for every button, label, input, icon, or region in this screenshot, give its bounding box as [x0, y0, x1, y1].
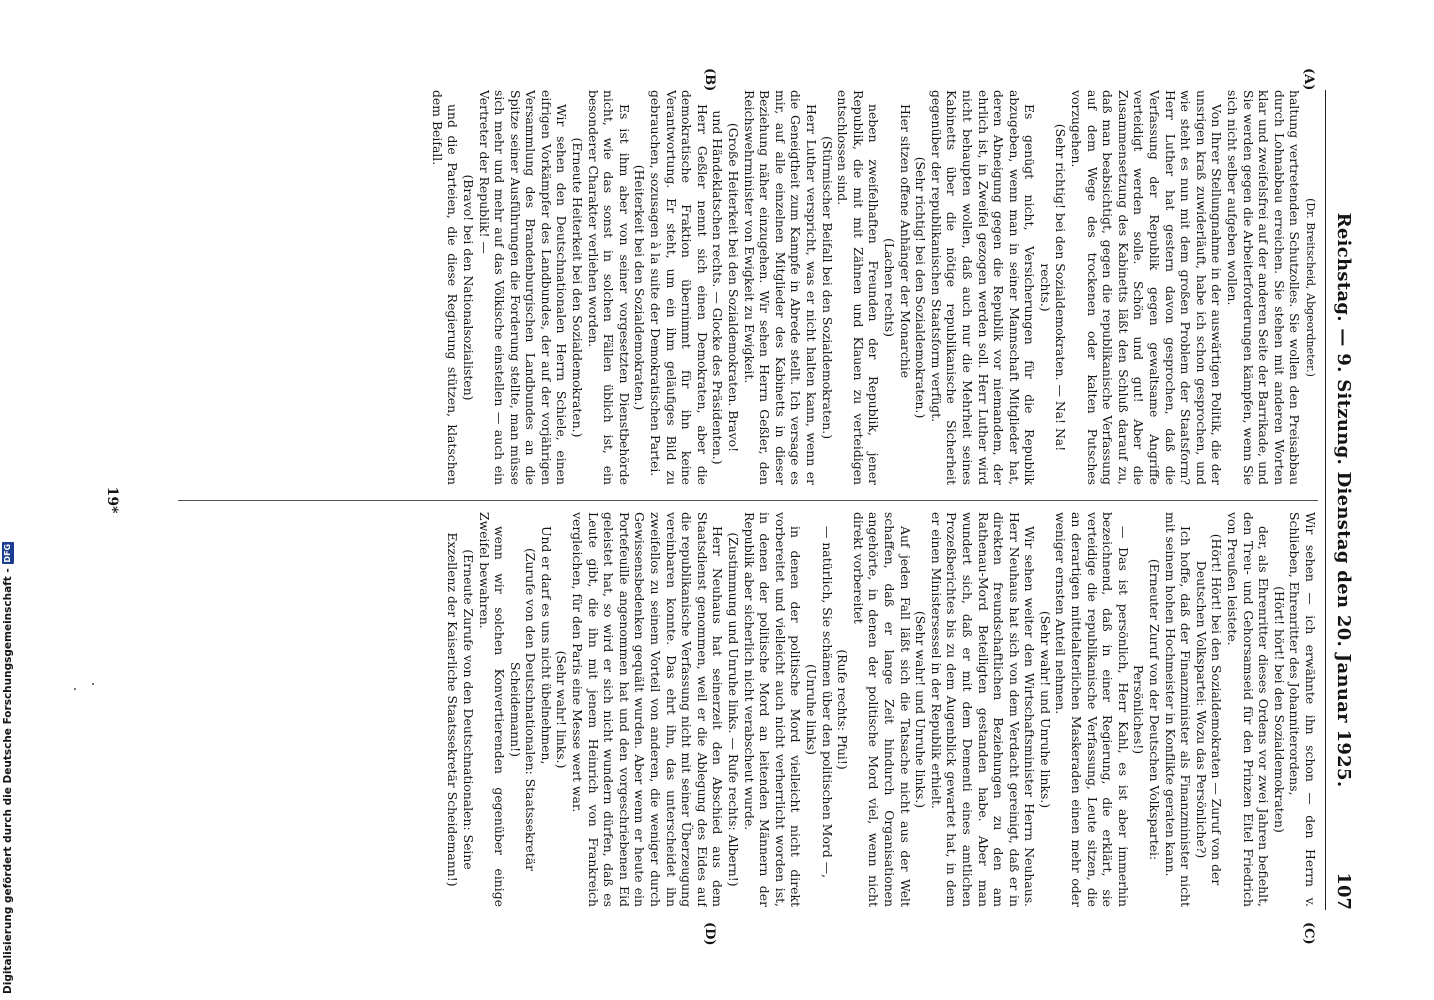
speech-paragraph: Hier sitzen offene Anhänger der Monarchie: [897, 104, 913, 379]
interjection: (Heiterkeit bei den Sozialdemokraten.): [632, 164, 648, 411]
speech-paragraph: Es genügt nicht, Versicherungen für die Republik abzugeben, wenn man in seiner Mannschaft Mitglieder hat, deren Abneigung gegen die Republik vor niemandem, der ehrlich ist, in Zweifel gezogen werden soll. Herr Luther wird nicht behaupten wollen, daß auch nur die Mehrheit seines Kabinetts über die nötige republikanische Sicherheit gegenüber der republikanischen Staatsform verfügt.: [928, 90, 1038, 485]
speech-paragraph: Es ist ihm aber von seiner vorgesetzten Dienstbehörde nicht, wie das sonst in solchen Fällen üblich ist, ein besonderer Charakter verliehen worden.: [585, 90, 632, 485]
margin-marker-a: (A): [1301, 68, 1316, 91]
speech-paragraph: und die Parteien, die diese Regierung stützen, klatschen dem Beifall.: [429, 90, 461, 485]
speech-paragraph: Herr Neuhaus hat seinerzeit den Abschied aus dem Staatsdienst genommen, weil er die Ablegung des Eides auf die republikanische Verfassung nicht mit seiner Überzeugung vereinbaren konnte. Das ehrt ihn, das unterscheidet ihn zweifellos zu seinem Vorteil von anderen, die weniger durch Gewissensbedenken gequält wurden. Aber wenn er heute ein Portefeuille angenommen hat und den vorgeschriebenen Eid geleistet hat, so wird er sich nicht wundern dürfen, daß es Leute gibt, die ihn mit jenem Heinrich von Frankreich vergleichen, für den Paris eine Messe wert war.: [570, 512, 726, 907]
interjection: (Zustimmung und Unruhe links. — Rufe rechts: Albern!): [726, 532, 742, 887]
interjection: (Stürmischer Beifall bei den Sozialdemokraten.): [819, 135, 835, 440]
credit-text: Digitalisierung gefördert durch die Deutsche Forschungsgemeinschaft -: [2, 568, 14, 994]
interjection: (Unruhe links): [804, 663, 819, 756]
interjection: (Hört! hört! bei den Sozialdemokraten): [1271, 586, 1287, 833]
interjection: (Erneute Heiterkeit bei den Sozialdemokraten.): [570, 137, 586, 438]
signature-mark: 19*: [104, 486, 120, 514]
interjection: (Rufe rechts: Pfui!): [835, 649, 851, 770]
column-divider: [178, 500, 1318, 501]
speech-paragraph: — natürlich, Sie schämen über den politischen Mord —,: [819, 526, 835, 879]
interjection: (Große Heiterkeit bei den Sozialdemokraten. Bravo! und Händeklatschen rechts. — Glocke des Präsidenten.): [710, 110, 742, 465]
speech-paragraph: haltung vertretenden Schutzolles. Sie wollen den Preisabbau durch Lohnabbau erreichen. Sie stehen mit anderen Worten klar und zweifelsfrei auf der anderen Seite der Barrikade, und Sie werden gegen die Arbeiterforderungen kämpfen, wenn Sie sich nicht selber aufgeben wollen.: [1225, 90, 1303, 485]
interjection: (Sehr richtig! bei den Sozialdemokraten. — Na! Na! rechts.): [1037, 123, 1069, 452]
speaker-label: (Dr. Breitscheid, Abgeordneter.): [1304, 198, 1317, 377]
left-column: [78, 90, 1318, 485]
page-number: 107: [1333, 872, 1354, 910]
speech-paragraph: Wir sehen — ich erwähnte ihn schon — den Herrn v. Schlieben, Ehrenritter des Johanniterordens,: [1287, 512, 1318, 907]
speech-paragraph: Und er darf es uns nicht übelnehmen,: [538, 526, 554, 765]
header-title: Reichstag. — 9. Sitzung. Dienstag den 20. Januar 1925.: [1333, 212, 1354, 788]
margin-marker-b: (B): [702, 68, 717, 92]
digitization-credit: [0, 4, 16, 1000]
margin-marker-c: (C): [1301, 922, 1316, 945]
speech-paragraph: wenn wir solchen Konvertierenden gegenüber einige Zweifel bewahren.: [476, 512, 508, 907]
speech-paragraph: Wir sehen weiter den Wirtschaftsminister Herrn Neuhaus. Herr Neuhaus hat sich von dem Verdacht gereinigt, daß er in direkten freundschaftlichen Beziehungen zu den am Rathenau-Mord Beteiligten gestanden habe. Aber man wundert sich, daß er mit dem Dementi eines amtlichen Prozeßberichtes bis zu dem Augenblick gewartet hat, in dem er einen Ministersessel in der Republik erhielt.: [928, 512, 1038, 907]
speech-paragraph: Auf jeden Fall läßt sich die Tatsache nicht aus der Welt schaffen, daß er lange Zeit hindurch Organisationen angehörte, in denen der politische Mord viel, wenn nicht direkt vorbereitet: [850, 512, 913, 907]
interjection: (Sehr richtig! bei den Sozialdemokraten.): [913, 156, 929, 419]
interjection: (Sehr wahr! und Unruhe links.): [913, 610, 929, 809]
speech-paragraph: Herr Luther verspricht, was er nicht halten kann, wenn er die Geneigtheit zum Kampfe in Abrede stellt. Ich versage es mir, auf alle einzelnen Mitglieder des Kabinetts in dieser Beziehung näher einzugehen. Wir sehen Herrn Geßler, den Reichswehrminister von Ewigkeit zu Ewigkeit.: [741, 90, 819, 485]
interjection: (Hört! Hört! bei den Sozialdemokraten — Zuruf von der Deutschen Volkspartei: Wozu das Persönliche?): [1193, 533, 1225, 886]
speech-paragraph: der, als Ehrenritter dieses Ordens vor zwei Jahren befiehlt, den Treu- und Gehorsamseid für den Prinzen Eitel Friedrich von Preußen leistete.: [1225, 512, 1272, 907]
interjection: (Erneuter Zuruf von der Deutschen Volkspartei: Persönliches!): [1131, 558, 1163, 861]
speech-paragraph: Ich hoffe, daß der Finanzminister als Finanzminister nicht mit seinem hohen Hochmeister in Konflikte geraten kann.: [1162, 512, 1194, 907]
interjection: (Lachen rechts): [881, 238, 897, 337]
page-header: [1328, 90, 1354, 910]
interjection: (Sehr wahr! und Unruhe links.): [1037, 610, 1053, 809]
speech-paragraph: Wir sehen den Deutschnationalen Herrn Schiele, einen eifrigen Vorkämpfer des Landbundes, der auf der vorjährigen Versammlung des Brandenburgischen Landbundes an die Spitze seiner Ausführungen die Forderung stellte, man müsse sich mehr und mehr auf das Völkische einstellen — auch ein Vertreter der Republik! —: [476, 90, 570, 485]
interjection: (Bravo! bei den Nationalsozialisten): [460, 174, 476, 401]
speech-paragraph: Von Ihrer Stellungnahme in der auswärtigen Politik, die der unsrigen kraß zuwiderläuft, habe ich schon gesprochen, und wie steht es nun mit dem großen Problem der Staatsform? Herr Luther hat gestern davon gesprochen, daß die Verfassung der Republik gegen gewaltsame Angriffe verteidigt werden solle. Schön und gut! Aber die Zusammensetzung des Kabinetts läßt den Schluß darauf zu, daß man beabsichtigt, gegen die republikanische Verfassung auf dem Wege des trockenen oder kalten Putsches vorzugehen.: [1069, 90, 1225, 485]
speech-paragraph: in denen der politische Mord vielleicht nicht direkt vorbereitet und vielleicht auch nicht verherrlicht worden ist, in denen der politische Mord an leitenden Männern der Republik aber sicherlich nicht verabscheut wurde.: [741, 512, 804, 907]
right-column: [78, 512, 1318, 907]
scan-speck: [92, 683, 94, 685]
speech-paragraph: — Das ist persönlich, Herr Kahl, es ist aber immerhin bezeichnend, daß in einer Regierung, die erklärt, sie verteidige die republikanische Verfassung, Leute sitzen, die an derartigen mittelalterlichen Maskeraden einen mehr oder weniger ernsten Anteil nehmen.: [1053, 512, 1131, 907]
interjection: (Erneute Zurufe von den Deutschnationalen: Seine Exzellenz der Kaiserliche Staatssekretär Scheidemann!): [445, 532, 476, 887]
speech-paragraph: neben zweifelhaften Freunden der Republik, jener Republik, die mit mit Zähnen und Klauen zu verteidigen entschlossen sind.: [835, 90, 882, 485]
margin-marker-d: (D): [702, 922, 717, 946]
scan-speck: [74, 688, 76, 690]
interjection: (Sehr wahr! links.): [554, 650, 570, 769]
dfg-logo: DFG: [3, 543, 12, 563]
speech-paragraph: Herr Geßler nennt sich einen Demokraten, aber die demokratische Fraktion übernimmt für ihn keine Verantwortung. Er steht, um ein ihm geläufiges Bild zu gebrauchen, sozusagen à la suite der Demokratischen Partei.: [648, 90, 710, 485]
header-rule: [1325, 90, 1326, 910]
interjection: (Zurufe von den Deutschnationalen: Staatssekretär Scheidemann!): [507, 547, 539, 872]
